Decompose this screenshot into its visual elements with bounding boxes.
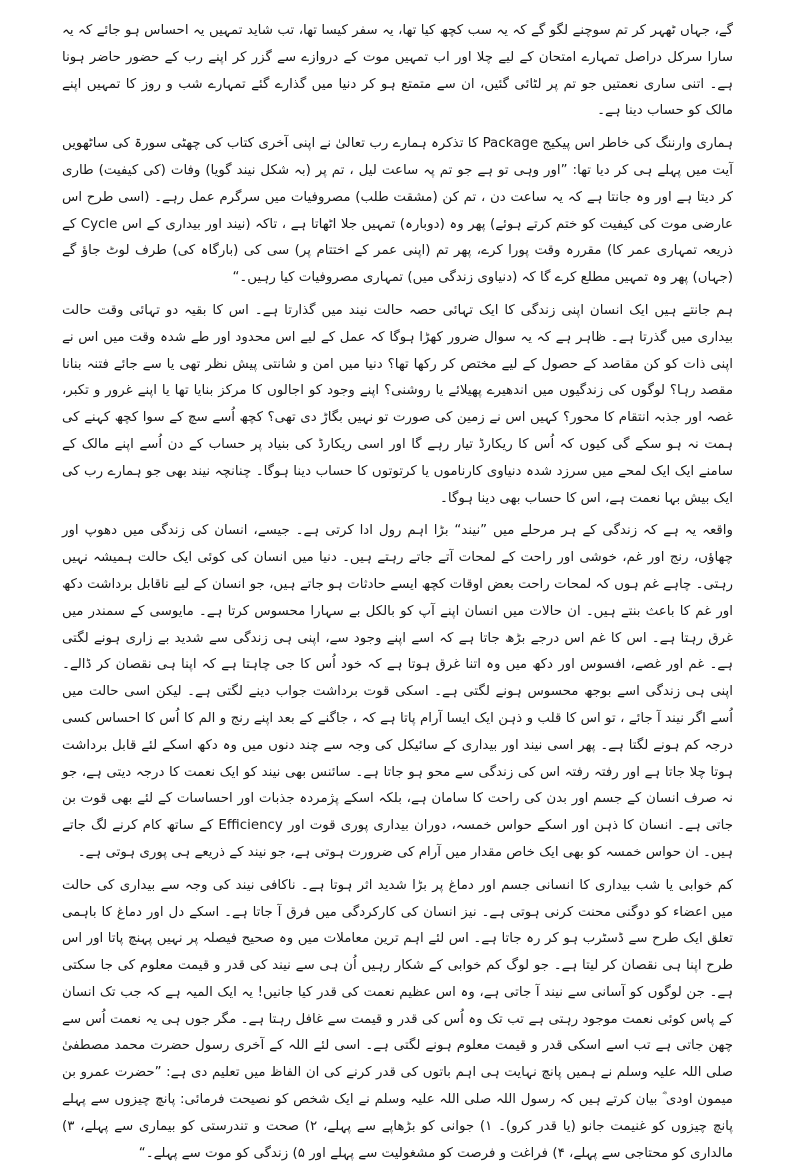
paragraph-1: گے، جہاں ٹھہر کر تم سوچنے لگو گے کہ یہ سب کچھ کیا تھا، یہ سفر کیسا تھا، تب شاید تمہیں یہ احساس ہو جائے کہ یہ سارا سرکل دراصل تمہارے امتحان کے لیے چلا اور اب تمہیں موت کے دروازے سے گزر کر اپنے رب کے حضور حاضر ہونا ہے۔ اتنی ساری نعمتیں جو تم پر لٹائی گئیں، ان سے متمتع ہو کر دنیا میں گذارے گئے تمہارے شب و روز کا تمہیں اپنے مالک کو حساب دینا ہے۔ bbox=[62, 23, 733, 119]
paragraph-3: ہم جانتے ہیں ایک انسان اپنی زندگی کا ایک تہائی حصہ حالت نیند میں گذارتا ہے۔ اس کا بقیہ دو تہائی وقت حالت بیداری میں گذرتا ہے۔ ظاہر ہے کہ یہ سوال ضرور کھڑا ہوگا کہ عمل کے لیے اس محدود اور طے شدہ وقت میں اس نے اپنی ذات کو کن مقاصد کے حصول کے لیے مختص کر رکھا تھا؟ دنیا میں امن و شانتی پیش نظر تھی یا سے جائے فتنہ بنانا مقصد رہا؟ لوگوں کی زندگیوں میں اندھیرے پھیلائے یا روشنی؟ اپنے وجود کو اجالوں کا مرکز بنایا تھا یا اپنے غرور و تکبر، غصہ اور جذبہ انتقام کا محور؟ کہیں اس نے زمین کی صورت تو نہیں بگاڑ دی تھی؟ کچھ اُسے سچ کے سوا کچھ کہنے کی ہمت نہ ہو سکے گی کیوں کہ اُس کا ریکارڈ تیار رہے گا اور اسی ریکارڈ کی بنیاد پر حساب کے دن اُسے اپنے مالک کے سامنے ایک ایک لمحے میں سرزد شدہ دنیاوی کارناموں یا کرتوتوں کا حساب دینا ہوگا۔ چنانچہ نیند بھی جو ہمارے رب کی ایک بیش بہا نعمت ہے، اس کا حساب بھی دینا ہوگا۔ bbox=[62, 302, 733, 506]
paragraph-5: کم خوابی یا شب بیداری کا انسانی جسم اور دماغ پر بڑا شدید اثر ہوتا ہے۔ ناکافی نیند کی وجہ سے بیداری کی حالت میں اعضاء کو دوگنی محنت کرنی ہوتی ہے۔ نیز انسان کی کارکردگی میں فرق آ جاتا ہے۔ اسکے دل اور دماغ کا باہمی تعلق ایک طرح سے ڈسٹرب ہو کر رہ جاتا ہے۔ اس لئے اہم ترین معاملات میں وہ صحیح فیصلہ پر نہیں پہنچ پاتا اور اس طرح اپنا ہی نقصان کر لیتا ہے۔ جو لوگ کم خوابی کے شکار رہیں اُن ہی سے نیند کی قدر و قیمت معلوم کی جا سکتی ہے۔ جن لوگوں کو آسانی سے نیند آ جاتی ہے، وہ اس عظیم نعمت کی قدر کیا جانیں! یہ ایک المیہ ہے کہ جب تک انسان کے پاس کوئی نعمت موجود رہتی ہے تب تک وہ اُس کی قدر و قیمت سے غافل رہتا ہے۔ مگر جوں ہی یہ نعمت اُس سے چھن جاتی ہے تب اسے اسکی قدر و قیمت معلوم ہونے لگتی ہے۔ اسی لئے اللہ کے آخری رسول حضرت محمد مصطفیٰ صلی اللہ علیہ وسلم نے ہمیں پانچ نہایت ہی اہم باتوں کی قدر کرنے کی ان الفاظ میں تعلیم دی ہے: ”حضرت عمرو بن میمون اودی ؓ بیان کرتے ہیں کہ رسول اللہ صلی اللہ علیہ وسلم نے ایک شخص کو نصیحت فرمائی: پانچ چیزوں سے پہلے پانچ چیزوں کو غنیمت جانو (یا قدر کرو)۔ ۱) جوانی کو بڑھاپے سے پہلے، ۲) صحت و تندرستی کو بیماری سے پہلے، ۳) مالداری کو محتاجی سے پہلے، ۴) فراغت و فرصت کو مشغولیت سے پہلے اور ۵) زندگی کو موت سے پہلے۔“ bbox=[62, 877, 733, 1161]
paragraph-4: واقعہ یہ ہے کہ زندگی کے ہر مرحلے میں ”نیند“ بڑا اہم رول ادا کرتی ہے۔ جیسے، انسان کی زندگی میں دھوپ اور چھاؤں، رنج اور غم، خوشی اور راحت کے لمحات آتے جاتے رہتے ہیں۔ دنیا میں انسان کی کوئی ایک حالت ہمیشہ نہیں رہتی۔ چاہے غم ہوں کہ لمحات راحت بعض اوقات کچھ ایسے حادثات ہو جاتے ہیں، جو انسان کے لیے ناقابل برداشت دکھ اور غم کا باعث بنتے ہیں۔ ان حالات میں انسان اپنے آپ کو بالکل بے سہارا محسوس کرتا ہے۔ مایوسی کے سمندر میں غرق رہتا ہے۔ اس کا غم اس درجے بڑھ جاتا ہے کہ اسے اپنے وجود سے، اپنی ہی زندگی سے شدید بے زاری ہونے لگتی ہے۔ غم اور غصے، افسوس اور دکھ میں وہ اتنا غرق ہوتا ہے کہ خود اُس کا جی چاہتا ہے کہ اپنا ہی نقصان کر ڈالے۔ اپنی ہی زندگی اسے بوجھ محسوس ہونے لگتی ہے۔ اسکی قوت برداشت جواب دینے لگتی ہے۔ لیکن اسی حالت میں اُسے اگر نیند آ جائے ، تو اس کا قلب و ذہن ایک ایسا آرام پاتا ہے کہ ، جاگنے کے بعد اپنے رنج و الم کا اُس کا احساس کسی درجہ کم ہونے لگتا ہے۔ پھر اسی نیند اور بیداری کے سائیکل کی وجہ سے چند دنوں میں وہ دکھ اسکے لئے قابل برداشت ہوتا چلا جاتا ہے اور رفتہ رفتہ اس کی زندگی سے محو ہو جاتا ہے۔ سائنس بھی نیند کو ایک نعمت کا درجہ دیتی ہے، جو نہ صرف انسان کے جسم اور بدن کی راحت کا سامان ہے، بلکہ اسکے پژمردہ جذبات اور احساسات کے لئے بھی قوت بن جاتی ہے۔ انسان کا ذہن اور اسکے حواس خمسہ، دوران بیداری پوری قوت اور Efficiency کے ساتھ کام کرنے لگ جاتے ہیں۔ ان حواس خمسہ کو بھی ایک خاص مقدار میں آرام کی ضرورت ہوتی ہے، جو نیند کے ذریعے ہی پوری ہوتی ہے۔ bbox=[62, 523, 734, 860]
paragraph-2: ہماری وارننگ کی خاطر اس پیکیج Package کا تذکرہ ہمارے رب تعالیٰ نے اپنی آخری کتاب کی چھٹی سورۃ کی ساٹھویں آیت میں پہلے ہی کر دیا تھا: ”اور وہی تو ہے جو تم پہ ساعت لیل ، تم پر (بہ شکل نیند گویا) وفات (کی کیفیت) طاری کر دیتا ہے اور وہ جانتا ہے کہ یہ ساعت دن ، تم کن (مشقت طلب) مصروفیات میں سرگرم عمل رہے۔ (اسی طرح اس عارضی موت کی کیفیت کو ختم کرتے ہوئے) پھر وہ (دوبارہ) تمہیں جلا اٹھاتا ہے ، تاکہ (نیند اور بیداری کے اس Cycle کے ذریعہ تمہاری عمر کا) مقررہ وقت پورا کرے، پھر تم (اپنی عمر کے اختتام پر) سی کی (بارگاہ کی) طرف لوٹ جاؤ گے (جہاں) پھر وہ تمہیں مطلع کرے گا کہ (دنیاوی زندگی میں) تمہاری مصروفیات کیا رہیں۔“ bbox=[62, 136, 734, 286]
